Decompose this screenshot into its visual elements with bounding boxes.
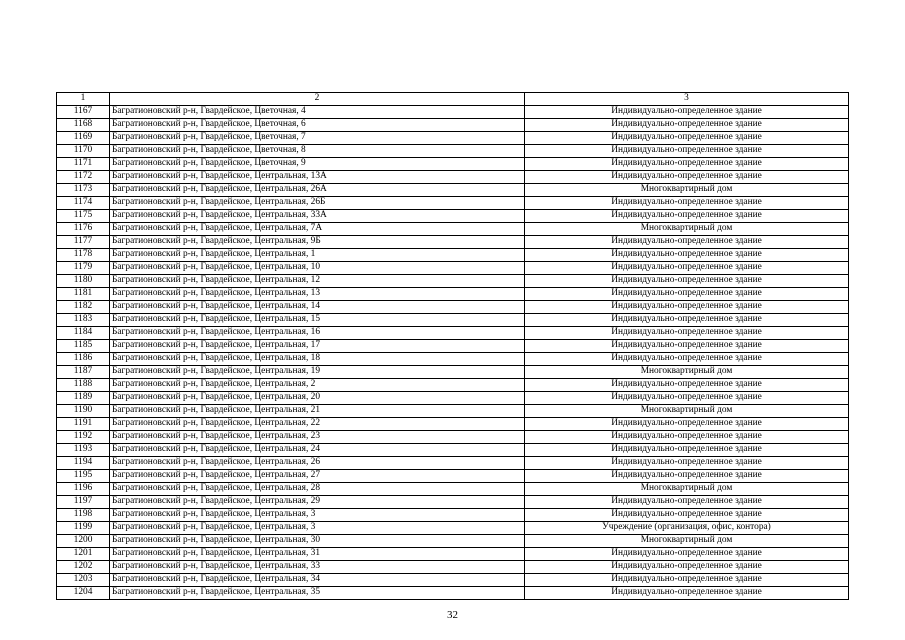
- table-row: [57, 340, 849, 353]
- row-number-cell: 1200: [57, 535, 110, 548]
- table-row: [57, 392, 849, 405]
- table-row: [57, 223, 849, 236]
- object-type-cell: Индивидуально-определенное здание: [525, 158, 849, 171]
- object-type-cell: Индивидуально-определенное здание: [525, 314, 849, 327]
- object-type-cell: Индивидуально-определенное здание: [525, 132, 849, 145]
- table-row: [57, 496, 849, 509]
- table-row: [57, 301, 849, 314]
- table-row: [57, 288, 849, 301]
- object-type-cell: Многоквартирный дом: [525, 184, 849, 197]
- object-type-cell: Индивидуально-определенное здание: [525, 106, 849, 119]
- address-cell: Багратионовский р-н, Гвардейское, Центральная, 3: [110, 509, 525, 522]
- table-row: [57, 561, 849, 574]
- row-number-cell: 1177: [57, 236, 110, 249]
- page-number: 32: [447, 609, 458, 621]
- row-number-cell: 1185: [57, 340, 110, 353]
- row-number-cell: 1172: [57, 171, 110, 184]
- address-cell: Багратионовский р-н, Гвардейское, Центральная, 21: [110, 405, 525, 418]
- table-row: [57, 457, 849, 470]
- table-row: [57, 587, 849, 600]
- table-row: [57, 444, 849, 457]
- object-type-cell: Индивидуально-определенное здание: [525, 509, 849, 522]
- table-row: [57, 522, 849, 535]
- column-number-2: 2: [110, 93, 525, 106]
- object-type-cell: Индивидуально-определенное здание: [525, 288, 849, 301]
- table-row: [57, 210, 849, 223]
- row-number-cell: 1167: [57, 106, 110, 119]
- row-number-cell: 1202: [57, 561, 110, 574]
- address-cell: Багратионовский р-н, Гвардейское, Центральная, 35: [110, 587, 525, 600]
- column-number-1: 1: [57, 93, 110, 106]
- row-number-cell: 1168: [57, 119, 110, 132]
- address-cell: Багратионовский р-н, Гвардейское, Цветочная, 8: [110, 145, 525, 158]
- table-row: [57, 184, 849, 197]
- object-type-cell: Учреждение (организация, офис, контора): [525, 522, 849, 535]
- row-number-cell: 1204: [57, 587, 110, 600]
- address-cell: Багратионовский р-н, Гвардейское, Центральная, 13: [110, 288, 525, 301]
- object-type-cell: Индивидуально-определенное здание: [525, 210, 849, 223]
- table-row: [57, 106, 849, 119]
- table-row: [57, 158, 849, 171]
- table-row: [57, 171, 849, 184]
- object-type-cell: Многоквартирный дом: [525, 366, 849, 379]
- address-cell: Багратионовский р-н, Гвардейское, Центральная, 3: [110, 522, 525, 535]
- address-cell: Багратионовский р-н, Гвардейское, Центральная, 31: [110, 548, 525, 561]
- address-cell: Багратионовский р-н, Гвардейское, Цветочная, 6: [110, 119, 525, 132]
- address-cell: Багратионовский р-н, Гвардейское, Центральная, 20: [110, 392, 525, 405]
- table-row: [57, 119, 849, 132]
- address-cell: Багратионовский р-н, Гвардейское, Центральная, 26: [110, 457, 525, 470]
- table-body: [57, 106, 849, 600]
- table-row: [57, 262, 849, 275]
- row-number-cell: 1175: [57, 210, 110, 223]
- table-row: [57, 509, 849, 522]
- address-cell: Багратионовский р-н, Гвардейское, Центральная, 1: [110, 249, 525, 262]
- address-cell: Багратионовский р-н, Гвардейское, Центральная, 16: [110, 327, 525, 340]
- row-number-cell: 1198: [57, 509, 110, 522]
- address-cell: Багратионовский р-н, Гвардейское, Центральная, 7А: [110, 223, 525, 236]
- row-number-cell: 1179: [57, 262, 110, 275]
- row-number-cell: 1192: [57, 431, 110, 444]
- row-number-cell: 1190: [57, 405, 110, 418]
- table-row: [57, 314, 849, 327]
- object-type-cell: Индивидуально-определенное здание: [525, 548, 849, 561]
- address-cell: Багратионовский р-н, Гвардейское, Центральная, 2: [110, 379, 525, 392]
- object-type-cell: Многоквартирный дом: [525, 405, 849, 418]
- row-number-cell: 1178: [57, 249, 110, 262]
- table-row: [57, 418, 849, 431]
- object-type-cell: Индивидуально-определенное здание: [525, 301, 849, 314]
- object-type-cell: Индивидуально-определенное здание: [525, 574, 849, 587]
- address-cell: Багратионовский р-н, Гвардейское, Цветочная, 4: [110, 106, 525, 119]
- row-number-cell: 1173: [57, 184, 110, 197]
- address-cell: Багратионовский р-н, Гвардейское, Центральная, 23: [110, 431, 525, 444]
- address-cell: Багратионовский р-н, Гвардейское, Центральная, 10: [110, 262, 525, 275]
- row-number-cell: 1184: [57, 327, 110, 340]
- address-cell: Багратионовский р-н, Гвардейское, Центральная, 13А: [110, 171, 525, 184]
- table-row: [57, 236, 849, 249]
- row-number-cell: 1193: [57, 444, 110, 457]
- row-number-cell: 1170: [57, 145, 110, 158]
- address-cell: Багратионовский р-н, Гвардейское, Центральная, 15: [110, 314, 525, 327]
- table-row: [57, 353, 849, 366]
- address-cell: Багратионовский р-н, Гвардейское, Центральная, 14: [110, 301, 525, 314]
- address-cell: Багратионовский р-н, Гвардейское, Центральная, 28: [110, 483, 525, 496]
- row-number-cell: 1189: [57, 392, 110, 405]
- object-type-cell: Индивидуально-определенное здание: [525, 197, 849, 210]
- row-number-cell: 1196: [57, 483, 110, 496]
- row-number-cell: 1188: [57, 379, 110, 392]
- table-row: [57, 574, 849, 587]
- object-type-cell: Многоквартирный дом: [525, 483, 849, 496]
- column-number-3: 3: [525, 93, 849, 106]
- object-type-cell: Индивидуально-определенное здание: [525, 444, 849, 457]
- address-cell: Багратионовский р-н, Гвардейское, Центральная, 33А: [110, 210, 525, 223]
- row-number-cell: 1174: [57, 197, 110, 210]
- address-cell: Багратионовский р-н, Гвардейское, Центральная, 27: [110, 470, 525, 483]
- object-type-cell: Индивидуально-определенное здание: [525, 470, 849, 483]
- table-row: [57, 132, 849, 145]
- object-type-cell: Индивидуально-определенное здание: [525, 275, 849, 288]
- object-type-cell: Индивидуально-определенное здание: [525, 249, 849, 262]
- object-type-cell: Индивидуально-определенное здание: [525, 561, 849, 574]
- row-number-cell: 1183: [57, 314, 110, 327]
- table-row: [57, 275, 849, 288]
- row-number-cell: 1199: [57, 522, 110, 535]
- table-row: [57, 145, 849, 158]
- row-number-cell: 1186: [57, 353, 110, 366]
- table-row: [57, 379, 849, 392]
- row-number-cell: 1201: [57, 548, 110, 561]
- row-number-cell: 1187: [57, 366, 110, 379]
- table-row: [57, 249, 849, 262]
- table-row: [57, 535, 849, 548]
- row-number-cell: 1194: [57, 457, 110, 470]
- row-number-cell: 1171: [57, 158, 110, 171]
- row-number-cell: 1203: [57, 574, 110, 587]
- address-cell: Багратионовский р-н, Гвардейское, Центральная, 30: [110, 535, 525, 548]
- object-type-cell: Индивидуально-определенное здание: [525, 418, 849, 431]
- object-type-cell: Индивидуально-определенное здание: [525, 236, 849, 249]
- address-cell: Багратионовский р-н, Гвардейское, Цветочная, 7: [110, 132, 525, 145]
- column-number-row: [57, 93, 849, 106]
- object-type-cell: Индивидуально-определенное здание: [525, 587, 849, 600]
- address-cell: Багратионовский р-н, Гвардейское, Цветочная, 9: [110, 158, 525, 171]
- object-type-cell: Многоквартирный дом: [525, 535, 849, 548]
- address-cell: Багратионовский р-н, Гвардейское, Центральная, 26А: [110, 184, 525, 197]
- row-number-cell: 1195: [57, 470, 110, 483]
- row-number-cell: 1191: [57, 418, 110, 431]
- row-number-cell: 1176: [57, 223, 110, 236]
- table-row: [57, 405, 849, 418]
- address-cell: Багратионовский р-н, Гвардейское, Центральная, 34: [110, 574, 525, 587]
- address-cell: Багратионовский р-н, Гвардейское, Центральная, 18: [110, 353, 525, 366]
- row-number-cell: 1182: [57, 301, 110, 314]
- table-row: [57, 197, 849, 210]
- object-type-cell: Индивидуально-определенное здание: [525, 431, 849, 444]
- row-number-cell: 1180: [57, 275, 110, 288]
- table-row: [57, 431, 849, 444]
- table-row: [57, 548, 849, 561]
- object-type-cell: Индивидуально-определенное здание: [525, 379, 849, 392]
- row-number-cell: 1197: [57, 496, 110, 509]
- address-cell: Багратионовский р-н, Гвардейское, Центральная, 33: [110, 561, 525, 574]
- object-type-cell: Индивидуально-определенное здание: [525, 353, 849, 366]
- address-cell: Багратионовский р-н, Гвардейское, Центральная, 24: [110, 444, 525, 457]
- object-type-cell: Индивидуально-определенное здание: [525, 119, 849, 132]
- object-type-cell: Индивидуально-определенное здание: [525, 262, 849, 275]
- object-type-cell: Индивидуально-определенное здание: [525, 171, 849, 184]
- object-type-cell: Индивидуально-определенное здание: [525, 392, 849, 405]
- object-type-cell: Многоквартирный дом: [525, 223, 849, 236]
- address-cell: Багратионовский р-н, Гвардейское, Центральная, 26Б: [110, 197, 525, 210]
- table-row: [57, 366, 849, 379]
- object-type-cell: Индивидуально-определенное здание: [525, 340, 849, 353]
- address-cell: Багратионовский р-н, Гвардейское, Центральная, 29: [110, 496, 525, 509]
- address-cell: Багратионовский р-н, Гвардейское, Центральная, 9Б: [110, 236, 525, 249]
- row-number-cell: 1169: [57, 132, 110, 145]
- table-row: [57, 483, 849, 496]
- address-cell: Багратионовский р-н, Гвардейское, Центральная, 17: [110, 340, 525, 353]
- address-cell: Багратионовский р-н, Гвардейское, Центральная, 12: [110, 275, 525, 288]
- object-type-cell: Индивидуально-определенное здание: [525, 145, 849, 158]
- object-type-cell: Индивидуально-определенное здание: [525, 496, 849, 509]
- object-type-cell: Индивидуально-определенное здание: [525, 327, 849, 340]
- address-cell: Багратионовский р-н, Гвардейское, Центральная, 19: [110, 366, 525, 379]
- table-row: [57, 327, 849, 340]
- object-type-cell: Индивидуально-определенное здание: [525, 457, 849, 470]
- registry-table: [56, 92, 849, 600]
- address-cell: Багратионовский р-н, Гвардейское, Центральная, 22: [110, 418, 525, 431]
- table-row: [57, 470, 849, 483]
- row-number-cell: 1181: [57, 288, 110, 301]
